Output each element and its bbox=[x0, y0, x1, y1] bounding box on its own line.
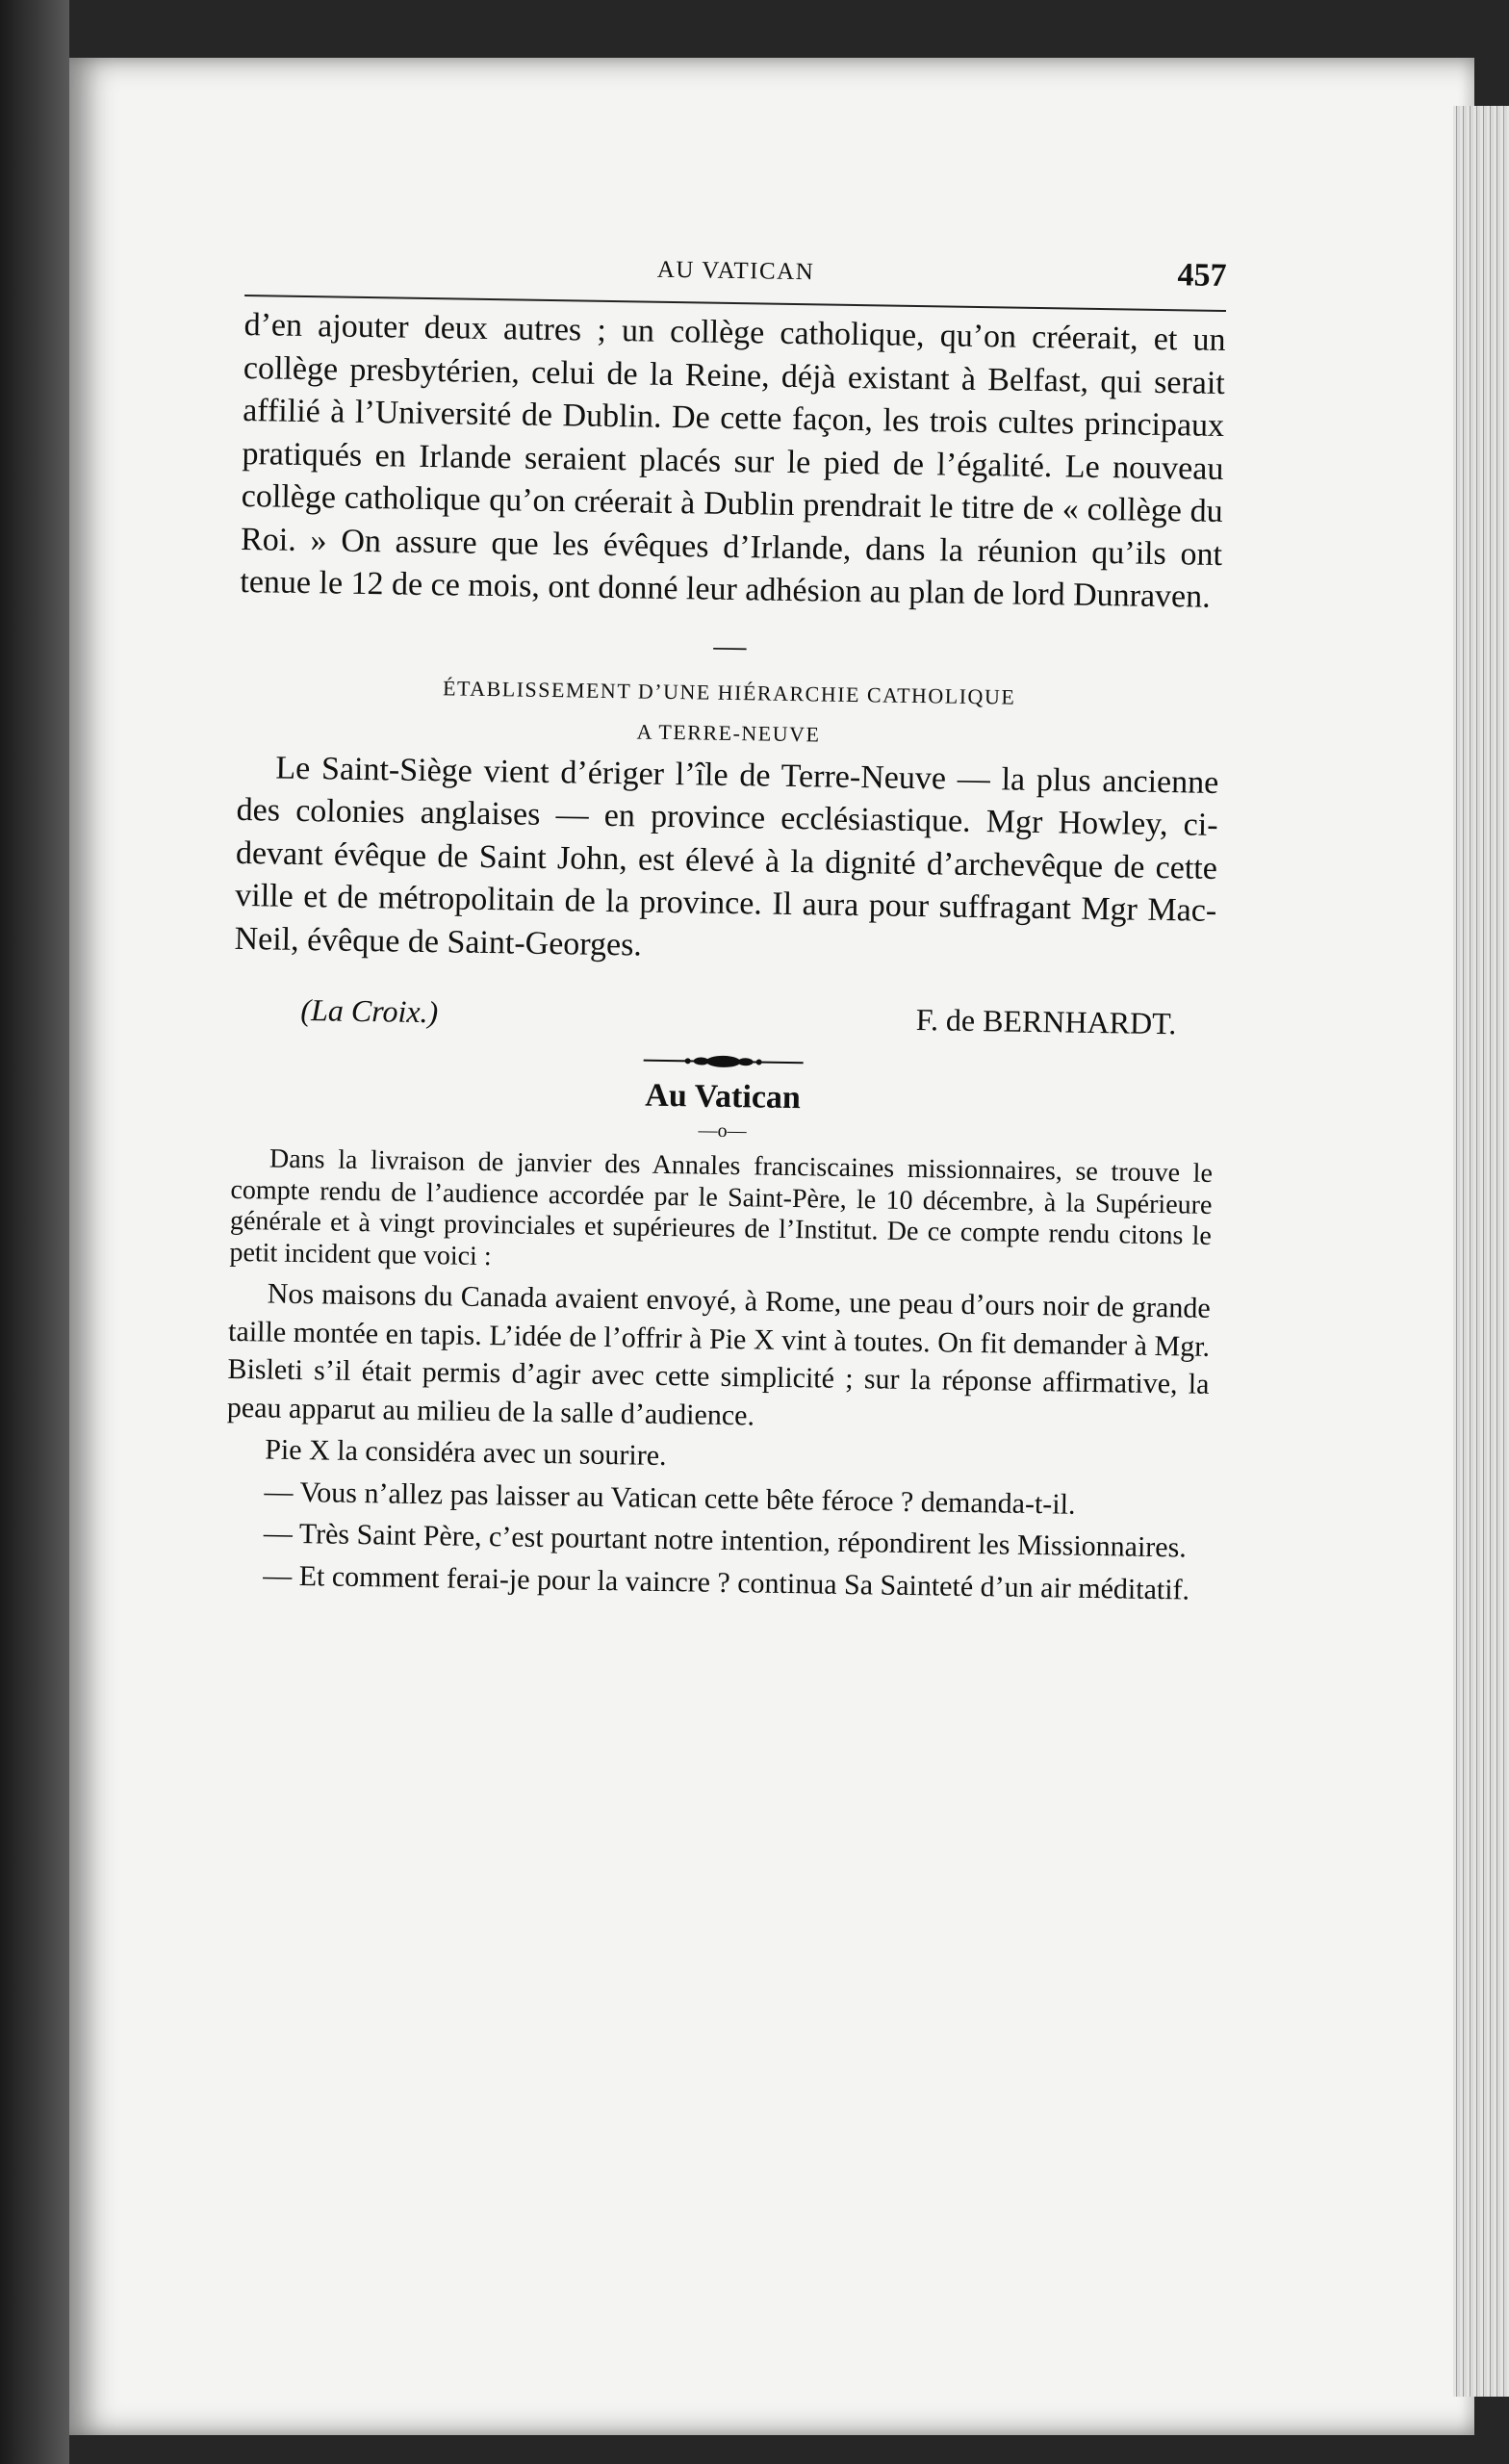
source-citation: (La Croix.) bbox=[300, 992, 439, 1030]
section-separator: — bbox=[713, 628, 747, 664]
title-ornament: —o— bbox=[698, 1119, 747, 1142]
quote-paragraph: — Très Saint Père, c’est pourtant notre intention, répondirent les Missionnaires. bbox=[263, 1517, 1188, 1564]
quote-paragraph: — Vous n’allez pas laisser au Vatican cette bête féroce ? demanda-t-il. bbox=[264, 1475, 1076, 1521]
author-signature: F. de BERNHARDT. bbox=[915, 1002, 1177, 1041]
quote-paragraph: Nos maisons du Canada avaient envoyé, à Rome, une peau d’ours noir de grande taille montée en tapis. L’idée de l’offrir à Pie X vint à toutes. On fit demander à Mgr. Bisleti s’il était permis d’agir avec cette simplicité ; sur la réponse affirmative, la peau apparut au milieu de la salle d’audience. bbox=[226, 1277, 1211, 1431]
section-subheading: A TERRE-NEUVE bbox=[636, 718, 821, 746]
book-gutter bbox=[0, 0, 69, 2464]
paragraph-terre-neuve: Le Saint-Siège vient d’ériger l’île de Terre-Neuve — la plus ancienne des colonies anglaises — en province ecclésiastique. Mgr Howley, ci-devant évêque de Saint John, est élevé à la dignité d’archevêque de cette ville et de métropolitain de la province. Il aura pour suffragant Mgr Mac-Neil, évêque de Saint-Georges. bbox=[234, 750, 1219, 963]
article-title: Au Vatican bbox=[645, 1077, 802, 1116]
page-number: 457 bbox=[1177, 257, 1227, 295]
section-heading: ÉTABLISSEMENT D’UNE HIÉRARCHIE CATHOLIQUE bbox=[442, 675, 1016, 709]
article-intro: Dans la livraison de janvier des Annales franciscaines missionnaires, se trouve le compte rendu de l’audience accordée par le Saint-Père, le 10 décembre, à la Supérieure générale et à vingt provinciales et supérieures de l’Institut. De ce compte rendu citons le petit incident que voici : bbox=[229, 1143, 1214, 1271]
page-edges bbox=[1453, 106, 1509, 2397]
ornament-flourish-icon bbox=[642, 1050, 806, 1074]
paragraph-dunraven: d’en ajouter deux autres ; un collège catholique, qu’on créerait, et un collège presbytérien, celui de la Reine, déjà existant à Belfast, qui serait affilié à l’Université de Dublin. De cette façon, les trois cultes principaux pratiqués en Irlande seraient placés sur le pied de l’égalité. Le nouveau collège catholique qu’on créerait à Dublin prendrait le titre de « collège du Roi. » On assure que les évêques d’Irlande, dans la réunion qu’ils ont tenue le 12 de ce mois, ont donné leur adhésion au plan de lord Dunraven. bbox=[240, 306, 1226, 615]
quote-paragraph: Pie X la considéra avec un sourire. bbox=[265, 1433, 667, 1473]
page-content bbox=[224, 241, 1227, 1609]
quote-paragraph: — Et comment ferai-je pour la vaincre ? continua Sa Sainteté d’un air méditatif. bbox=[262, 1558, 1190, 1606]
signoff bbox=[233, 988, 1215, 1045]
running-head: AU VATICAN bbox=[656, 256, 815, 286]
